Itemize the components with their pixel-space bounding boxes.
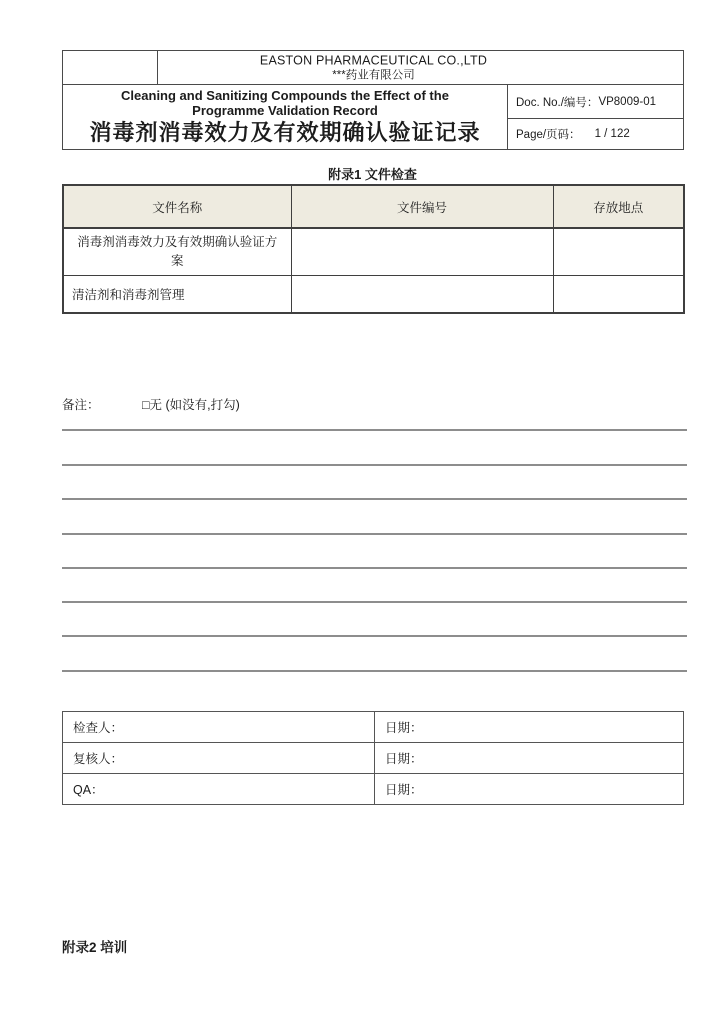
- remark-label: 备注：: [62, 398, 100, 412]
- doc-number-line: [508, 85, 683, 119]
- document-title-cn: 消毒剂消毒效力及有效期确认验证记录: [89, 119, 481, 145]
- table-row: [63, 276, 684, 314]
- inspector-date-label: 日期：: [375, 712, 684, 743]
- file-number-cell: [291, 228, 553, 276]
- file-name-cell: 消毒剂消毒效力及有效期确认验证方案: [63, 228, 291, 276]
- doc-number-value: VP8009-01: [598, 95, 656, 108]
- storage-location-cell: [553, 228, 684, 276]
- reviewer-label: 复核人：: [63, 743, 375, 774]
- inspector-label: 检查人：: [63, 712, 375, 743]
- appendix2-title: 附录2 培训: [62, 940, 128, 955]
- reviewer-date-label: 日期：: [375, 743, 684, 774]
- ruled-line: [62, 635, 687, 637]
- table-row: [63, 712, 684, 743]
- appendix1-title: 附录1 文件检查: [328, 167, 417, 182]
- file-number-cell: [291, 276, 553, 314]
- document-check-table: [62, 184, 685, 314]
- company-cell: [158, 51, 684, 85]
- remark-row: [62, 397, 240, 413]
- page-number-value: 1 / 122: [594, 128, 630, 140]
- storage-location-cell: [553, 276, 684, 314]
- document-title-cell: [63, 85, 508, 150]
- header-storage-location: 存放地点: [553, 185, 684, 228]
- ruled-line: [62, 429, 687, 431]
- page-number-line: [508, 119, 683, 149]
- document-title-en-line2: Programme Validation Record: [192, 102, 378, 118]
- ruled-line: [62, 670, 687, 672]
- qa-label: QA：: [63, 774, 375, 805]
- table-row: [63, 228, 684, 276]
- signature-table: [62, 711, 684, 805]
- doc-info-cell: [508, 85, 684, 150]
- table-header-row: [63, 185, 684, 228]
- ruled-line: [62, 567, 687, 569]
- ruled-line: [62, 601, 687, 603]
- qa-date-label: 日期：: [375, 774, 684, 805]
- header-table: [62, 50, 684, 150]
- ruled-line: [62, 498, 687, 500]
- ruled-line: [62, 464, 687, 466]
- table-row: [63, 774, 684, 805]
- ruled-line: [62, 533, 687, 535]
- header-file-name: 文件名称: [63, 185, 291, 228]
- file-name-cell: 清洁剂和消毒剂管理: [63, 276, 291, 314]
- doc-number-label: Doc. No./编号：: [516, 96, 599, 109]
- header-file-number: 文件编号: [291, 185, 553, 228]
- document-title-en-line1: Cleaning and Sanitizing Compounds the Effect of the: [121, 87, 449, 103]
- remark-checkbox-text: □无 (如没有,打勾): [142, 398, 240, 412]
- company-name-cn: ***药业有限公司: [332, 69, 415, 81]
- table-row: [63, 743, 684, 774]
- company-name-en: EASTON PHARMACEUTICAL CO.,LTD: [259, 53, 488, 67]
- company-name-block: [63, 53, 684, 82]
- page-number-label: Page/页码：: [516, 129, 581, 141]
